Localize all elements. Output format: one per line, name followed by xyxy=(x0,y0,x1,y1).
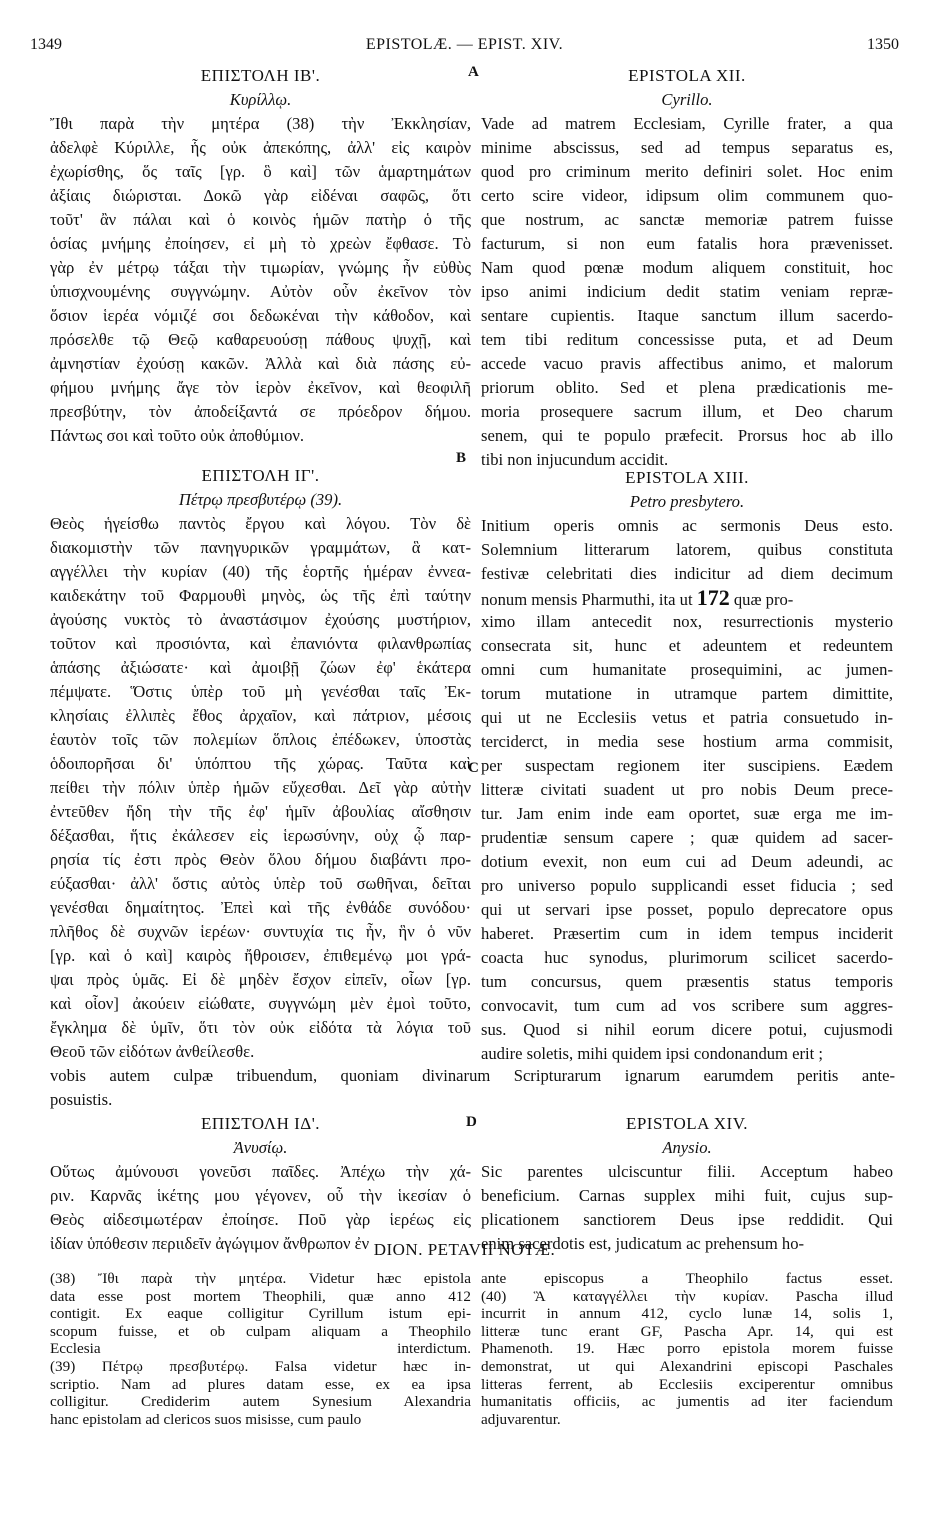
text-line: prudentiæ sensum capere ; quæ quidem ad sacer- xyxy=(481,828,893,847)
text-line: πρόσελθε τῷ Θεῷ καθαρευούσῃ πάθους ψυχῇ, καὶ xyxy=(50,330,471,349)
text-line: data esse post mortem Theophili, quæ anno 412 xyxy=(50,1287,471,1305)
text-line: facturum, si non eum fatalis hora prævenisset. xyxy=(481,234,893,253)
text-line: torum mutatione in utramque partem dimittite, xyxy=(481,684,893,703)
text-line: Θεοῦ τῶν εἰδότων ἀνθείλεσθε. xyxy=(50,1042,255,1061)
text-line: moria prosequere sacrum illum, et Deo charum xyxy=(481,402,893,421)
latin-ep13-addressee: Petro presbytero. xyxy=(629,492,745,511)
text-line: senem, qui te populo præfecit. Prorsus hoc ab illo xyxy=(481,426,893,445)
text-line: Nam quod pœnæ modum aliquem constituit, hoc xyxy=(481,258,893,277)
text-line: litteræ civitati suadent ut pro nobis Deum prece- xyxy=(481,780,893,799)
text-line: per suspectam regionem iter suscipiens. Eædem xyxy=(481,756,893,775)
page-number-right: 1350 xyxy=(867,36,899,53)
text-line: accede vacuo pravis affectibus animo, et malorum xyxy=(481,354,893,373)
text-line: τοῦτον καὶ προσιόντα, καὶ ἐπανιόντα φιλανθρωπίας xyxy=(50,634,471,653)
latin-ep13-heading: EPISTOLA XIII. xyxy=(625,468,749,487)
text-line: ximo illam antecedit nox, resurrectionis mysterio xyxy=(481,612,893,631)
text-line: tum concursus, quem præsentis status temporis xyxy=(481,972,893,991)
text-fragment: quæ pro- xyxy=(729,590,794,609)
text-line: Phamenoth. 19. Hæc porro epistola morem fuisse xyxy=(481,1340,893,1358)
text-line: ὅσιον ἱερέα νόμιζέ σοι δεδωκέναι τὴν κάθοδον, καὶ xyxy=(50,306,471,325)
column-marker-d: D xyxy=(466,1114,477,1130)
text-line: contigit. Ex eaque colligitur Cyrillum istum epi- xyxy=(50,1305,471,1323)
text-line: ψαι πρὸς ὑμᾶς. Εἰ δὲ μηδὲν ἔσχον εἰπεῖν, οἷων [γρ. xyxy=(50,970,471,989)
text-line: (39) Πέτρῳ πρεσβυτέρῳ. Falsa videtur hæc in- xyxy=(50,1358,471,1375)
text-line: κλησίαις ἐλλιπὲς ἔθος ἀρχαῖον, καὶ πάτριον, μέσοις xyxy=(50,706,471,725)
text-line: ὁσίας μνήμης ἐποίησεν, εἰ μὴ τὸ χρεὼν ἔφθασε. Τὸ xyxy=(50,234,471,253)
text-fragment: nonum mensis Pharmuthi, ita ut xyxy=(481,590,697,609)
text-line: ipso animi indicium dedit statim veniam repræ- xyxy=(481,282,893,301)
text-line: sus. Quod si nihil eorum dicere potui, cujusmodi xyxy=(481,1020,893,1039)
greek-ep13-addressee: Πέτρῳ πρεσβυτέρῳ (39). xyxy=(178,490,343,509)
text-line: Solemnium litterarum latorem, quibus constituta xyxy=(481,540,893,559)
text-line: καὶ οἷον] ἀκούειν εἰώθατε, συγγνώμη μὲν ἐμοὶ τοῦτο, xyxy=(50,994,471,1013)
text-line: scriptio. Nam ad plures datam esse, ex ea ipsa xyxy=(50,1375,471,1393)
latin-runon-end: posuistis. xyxy=(50,1090,113,1109)
text-line: Ecclesia interdictum. xyxy=(50,1340,471,1358)
text-line: ρησία τίς ἐστι πρὸς Θεὸν ὅλου δήμου διαβάντι προ- xyxy=(50,850,471,869)
text-line: tibi non injucundum accidit. xyxy=(481,450,669,469)
text-line: qui ut ne Ecclesiis vetus et patria consuetudo in- xyxy=(481,708,893,727)
text-line: ὑπισχνουμένης συγγνώμην. Αὐτὸν οὖν ἐκεῖνον τὸν xyxy=(50,282,471,301)
text-line: Initium operis omnis ac sermonis Deus esto. xyxy=(481,516,893,535)
text-line: ὁδοιπορῆσαι δι' ὑπόπτου τῆς χώρας. Ταῦτα καὶ xyxy=(50,754,471,773)
text-line: Θεὸς αἰδεσιμωτέραν ἐποίησε. Ποῦ γὰρ ἱερέως εἰς xyxy=(50,1210,471,1229)
column-marker-a: A xyxy=(468,64,479,80)
text-line: πείθει τὴν πόλιν ὑπὲρ ἡμῶν εὔχεσθαι. Δεῖ γὰρ αὐτὴν xyxy=(50,778,471,797)
text-line: terciderct, in media sese hostium arma commisit, xyxy=(481,732,893,751)
text-line: adjuvarentur. xyxy=(481,1410,561,1428)
text-line: πλῆθος δὲ συχνῶν ἱερέων· συντυχία τις ἦν, ἣν ὁ νῦν xyxy=(50,922,471,941)
text-line: δέξασθαι, ἥτις ἐκάλεσεν εἰς ἱερωσύνην, οὐχ ᾧ παρ- xyxy=(50,826,471,845)
text-line: πέμψατε. Ὅστις ὑπὲρ τοῦ μὴ γενέσθαι ταῖς Ἐκ- xyxy=(50,682,471,701)
column-marker-c: C xyxy=(468,760,479,776)
text-line: plicationem sanctiorem Deus ipse reddidit. Qui xyxy=(481,1210,893,1229)
text-line: scopum fuisse, et ob culpam aliquam a Theophilo xyxy=(50,1322,471,1340)
text-line: ἁπάσης ἀξιώσατε· καὶ ἀμοιβῇ ζώων ἐφ' ἑκάτερα xyxy=(50,658,471,677)
text-line: incurrit in annum 412, cyclo lunæ 14, solis 1, xyxy=(481,1305,893,1323)
text-line: φήμου μνήμης ἄγε τὸν ἱερὸν ἐκεῖνον, καὶ θεοφιλῆ xyxy=(50,378,471,397)
notes-heading: DION. PETAVII NOTÆ. xyxy=(373,1240,556,1259)
text-line: convocavit, tum cum ad vos scribere sum aggres- xyxy=(481,996,893,1015)
text-line xyxy=(481,586,893,612)
text-line: sentare cupientis. Itaque sanctum illum sacerdo- xyxy=(481,306,893,325)
text-line: ριν. Καρνᾶς ἱκέτης μου γέγονεν, οὗ τὴν ἱκεσίαν ὁ xyxy=(50,1186,471,1205)
text-line: beneficium. Carnas supplex mihi fuit, cujus sup- xyxy=(481,1186,893,1205)
text-line: qui ut servari ipse posset, populo deprecatore opus xyxy=(481,900,893,919)
greek-ep12-addressee: Κυρίλλῳ. xyxy=(229,90,292,109)
greek-ep14-heading: ΕΠΙΣΤΟΛΗ ΙΔ'. xyxy=(200,1114,321,1133)
running-title: EPISTOLÆ. — EPIST. XIV. xyxy=(365,36,564,53)
text-line: demonstrat, ut qui Alexandrini episcopi Paschales xyxy=(481,1358,893,1375)
text-line: festivæ celebritati dies indicitur ad diem decimum xyxy=(481,564,893,583)
latin-runon-line: vobis autem culpæ tribuendum, quoniam divinarum Scripturarum ignarum earumdem peritis ante- xyxy=(50,1066,895,1085)
text-line: γὰρ ἐν μέτρῳ τάξαι τὴν τιμωρίαν, γνώμης ἦν εὐθὺς xyxy=(50,258,471,277)
text-line: Θεὸς ἡγείσθω παντὸς ἔργου καὶ λόγου. Τὸν δὲ xyxy=(50,514,471,533)
text-line: ἀξίαις διώρισται. Δοκῶ γὰρ εἰδέναι σαφῶς, ὅτι xyxy=(50,186,471,205)
page-reference-number: 172 xyxy=(696,585,730,610)
latin-ep14-addressee: Anysio. xyxy=(662,1138,712,1157)
text-line: hanc epistolam ad clericos suos misisse, cum paulo xyxy=(50,1410,362,1428)
text-line: ἰδίαν ὑπόθεσιν περιιδεῖν ἀγώγιμον ἄνθρωπον ἐν xyxy=(50,1234,370,1253)
text-line: ἐντεῦθεν ἤδη τὴν τῆς ἐφ' ἡμῖν ἀβουλίας αἴσθησιν xyxy=(50,802,471,821)
latin-ep14-heading: EPISTOLA XIV. xyxy=(625,1114,749,1133)
text-line: εύξασθαι· ἀλλ' ὅστις αὐτὸς ὑπὲρ τοῦ σωθῆναι, δεῖται xyxy=(50,874,471,893)
text-line: haberet. Præsertim cum in idem tempus inciderit xyxy=(481,924,893,943)
text-line: ἀδελφὲ Κύριλλε, ἧς οὐκ ἀπεκόπης, ἀλλ' εἰς καιρὸν xyxy=(50,138,471,157)
text-line: priorum oblito. Sed et plena prædicationis me- xyxy=(481,378,893,397)
text-line: Vade ad matrem Ecclesiam, Cyrille frater, a qua xyxy=(481,114,893,133)
text-line: πρεσβύτην, τὸν ἀποδείξαντά σε πρόεδρον δήμου. xyxy=(50,402,471,421)
text-line: καιδεκάτην τοῦ Φαρμουθὶ μηνὸς, ὡς τῆς ἐπὶ ταύτην xyxy=(50,586,471,605)
text-line: ἑαυτὸν τοῖς τῶν πολεμίων ὅπλοις ἐπέδωκεν, ὑποστὰς xyxy=(50,730,471,749)
text-line: ἔγκλημα δὲ ὑμῖν, ὅτι τὸν οὐκ εἰδότα τὰ λόγια τοῦ xyxy=(50,1018,471,1037)
text-line: Ἴθι παρὰ τὴν μητέρα (38) τὴν Ἐκκλησίαν, xyxy=(50,114,471,133)
text-line: quod pro criminum merito definiri solet. Hoc enim xyxy=(481,162,893,181)
text-line: tem tibi reditum concessisse puta, et ad Deum xyxy=(481,330,893,349)
greek-ep14-addressee: Ἀνυσίῳ. xyxy=(233,1138,288,1157)
latin-ep12-addressee: Cyrillo. xyxy=(661,90,713,109)
text-line: consecrata sit, hunc et adeuntem et redeuntem xyxy=(481,636,893,655)
text-line: coacta huc synodus, plurimorum scilicet sacerdo- xyxy=(481,948,893,967)
text-line: ante episcopus a Theophilo factus esset. xyxy=(481,1270,893,1287)
text-line: [γρ. καὶ ὁ καὶ] καιρὸς ἤθροισεν, ἐπιθεμένῳ μοι γρά- xyxy=(50,946,471,965)
text-line: (40) Ἃ καταγγέλλει τὴν κυρίαν. Pascha illud xyxy=(481,1287,893,1305)
text-line: humanitatis officiis, ac jumentis ad iter faciendum xyxy=(481,1393,893,1411)
text-line: ἀμνηστίαν ἐχούσῃ κακῶν. Ἀλλὰ καὶ διὰ πάσης εὐ- xyxy=(50,354,471,373)
page-number-left: 1349 xyxy=(30,36,62,53)
text-line: αγγέλλει τὴν κυρίαν (40) τῆς ἑορτῆς ἡμέραν ἐννεα- xyxy=(50,562,471,581)
text-line: audire soletis, mihi quidem ipsi condonandum erit ; xyxy=(481,1044,823,1063)
latin-ep12-heading: EPISTOLA XII. xyxy=(628,66,746,85)
text-line: ἀγούσης νυκτὸς τὸ ἀναστάσιμον ἐχούσης μυστήριον, xyxy=(50,610,471,629)
text-line: enim sacerdotis est, judicatum ac prehensum ho- xyxy=(481,1234,805,1253)
text-line: dotium evexit, non eum cui ad Deum adeundi, ac xyxy=(481,852,893,871)
text-line: omni cum humanitate prosequimini, ac jumen- xyxy=(481,660,893,679)
greek-ep13-heading: ΕΠΙΣΤΟΛΗ ΙΓ'. xyxy=(201,466,320,485)
text-line: γενέσθαι δημαίτητος. Ἐπεὶ καὶ τῆς ἐνθάδε συνόδου· xyxy=(50,898,471,917)
text-line: Πάντως σοι καὶ τοῦτο οὐκ ἀποθύμιον. xyxy=(50,426,305,445)
text-line: Sic parentes ulciscuntur filii. Acceptum habeo xyxy=(481,1162,893,1181)
text-line: tur. Jam enim inde eam oportet, suæ erga me im- xyxy=(481,804,893,823)
text-line: pro universo populo supplicandi esset fiducia ; sed xyxy=(481,876,893,895)
text-line: ἐχωρίσθης, ὅς ταῖς [γρ. ὃ καὶ] τῶν ἁμαρτημάτων xyxy=(50,162,471,181)
text-line: minime abscissus, sed ad tempus separatus es, xyxy=(481,138,893,157)
column-marker-b: B xyxy=(456,450,467,466)
text-line: que nostrum, ac sanctæ memoriæ patrem fuisse xyxy=(481,210,893,229)
text-line: τοῦτ' ἂν πάλαι καὶ ὁ κοινὸς ἡμῶν πατὴρ ὁ τῆς xyxy=(50,210,471,229)
text-line: διακομιστὴν τῶν πανηγυρικῶν γραμμάτων, ἃ κατ- xyxy=(50,538,471,557)
text-line: colligitur. Crediderim autem Synesium Alexandria xyxy=(50,1393,471,1411)
greek-ep12-heading: ΕΠΙΣΤΟΛΗ ΙΒ'. xyxy=(200,66,321,85)
text-line: Οὕτως ἀμύνουσι γονεῦσι παῖδες. Ἀπέχω τὴν χά- xyxy=(50,1162,471,1181)
text-line: (38) Ἴθι παρὰ τὴν μητέρα. Videtur hæc epistola xyxy=(50,1270,471,1287)
text-line: litteras ferrent, ab Ecclesiis exciperentur omnibus xyxy=(481,1375,893,1393)
text-line: certo scire videor, idipsum olim communem quo- xyxy=(481,186,893,205)
text-line: litteræ tunc erant GF, Pascha Apr. 14, qui est xyxy=(481,1322,893,1340)
